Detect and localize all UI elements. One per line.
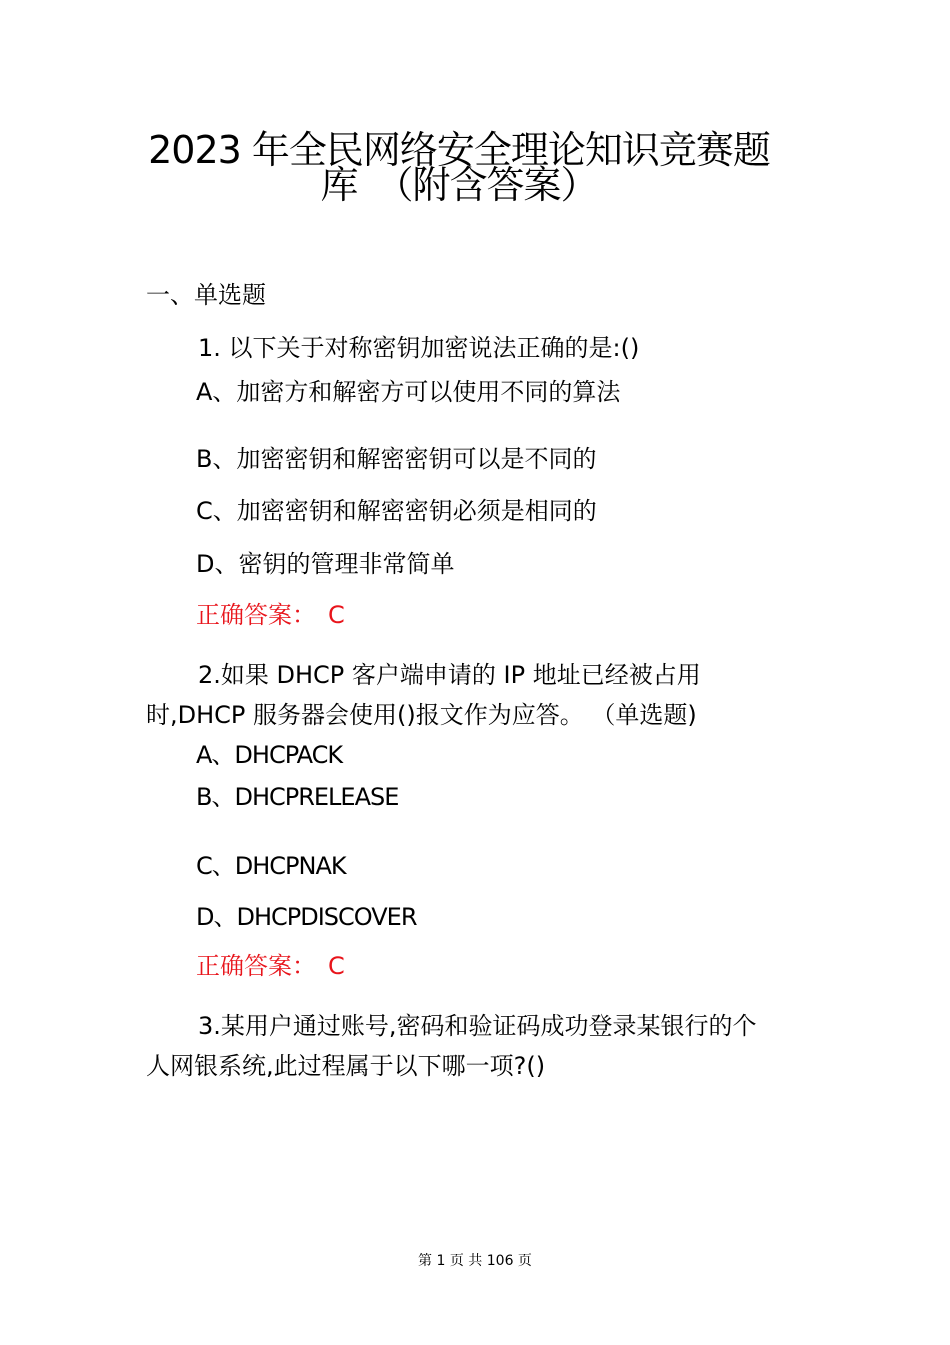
question-2-text-line-2: 时,DHCP 服务器会使用()报文作为应答。 （单选题) bbox=[146, 701, 697, 729]
question-2-option-a: A、DHCPACK bbox=[196, 741, 343, 769]
question-1-option-b: B、加密密钥和解密密钥可以是不同的 bbox=[196, 445, 597, 473]
document-title-line-2: 库 （附含答案） bbox=[320, 163, 598, 207]
question-2-text-line-1: 2.如果 DHCP 客户端申请的 IP 地址已经被占用 bbox=[198, 661, 701, 689]
page-footer: 第 1 页 共 106 页 bbox=[418, 1253, 532, 1269]
question-3-text-line-2: 人网银系统,此过程属于以下哪一项?() bbox=[146, 1052, 546, 1080]
question-2-option-c: C、DHCPNAK bbox=[196, 852, 346, 880]
question-2-answer: 正确答案： C bbox=[196, 952, 345, 980]
question-2-option-b: B、DHCPRELEASE bbox=[196, 783, 399, 811]
document-title-line-1: 2023 年全民网络安全理论知识竞赛题 bbox=[148, 128, 770, 172]
question-1-text: 1. 以下关于对称密钥加密说法正确的是:() bbox=[198, 334, 640, 362]
section-heading: 一、单选题 bbox=[146, 281, 266, 309]
question-2-option-d: D、DHCPDISCOVER bbox=[196, 903, 417, 931]
question-3-text-line-1: 3.某用户通过账号,密码和验证码成功登录某银行的个 bbox=[198, 1012, 757, 1040]
question-1-option-d: D、密钥的管理非常简单 bbox=[196, 550, 455, 578]
question-1-option-c: C、加密密钥和解密密钥必须是相同的 bbox=[196, 497, 597, 525]
question-1-answer: 正确答案： C bbox=[196, 601, 345, 629]
question-1-option-a: A、加密方和解密方可以使用不同的算法 bbox=[196, 378, 621, 406]
